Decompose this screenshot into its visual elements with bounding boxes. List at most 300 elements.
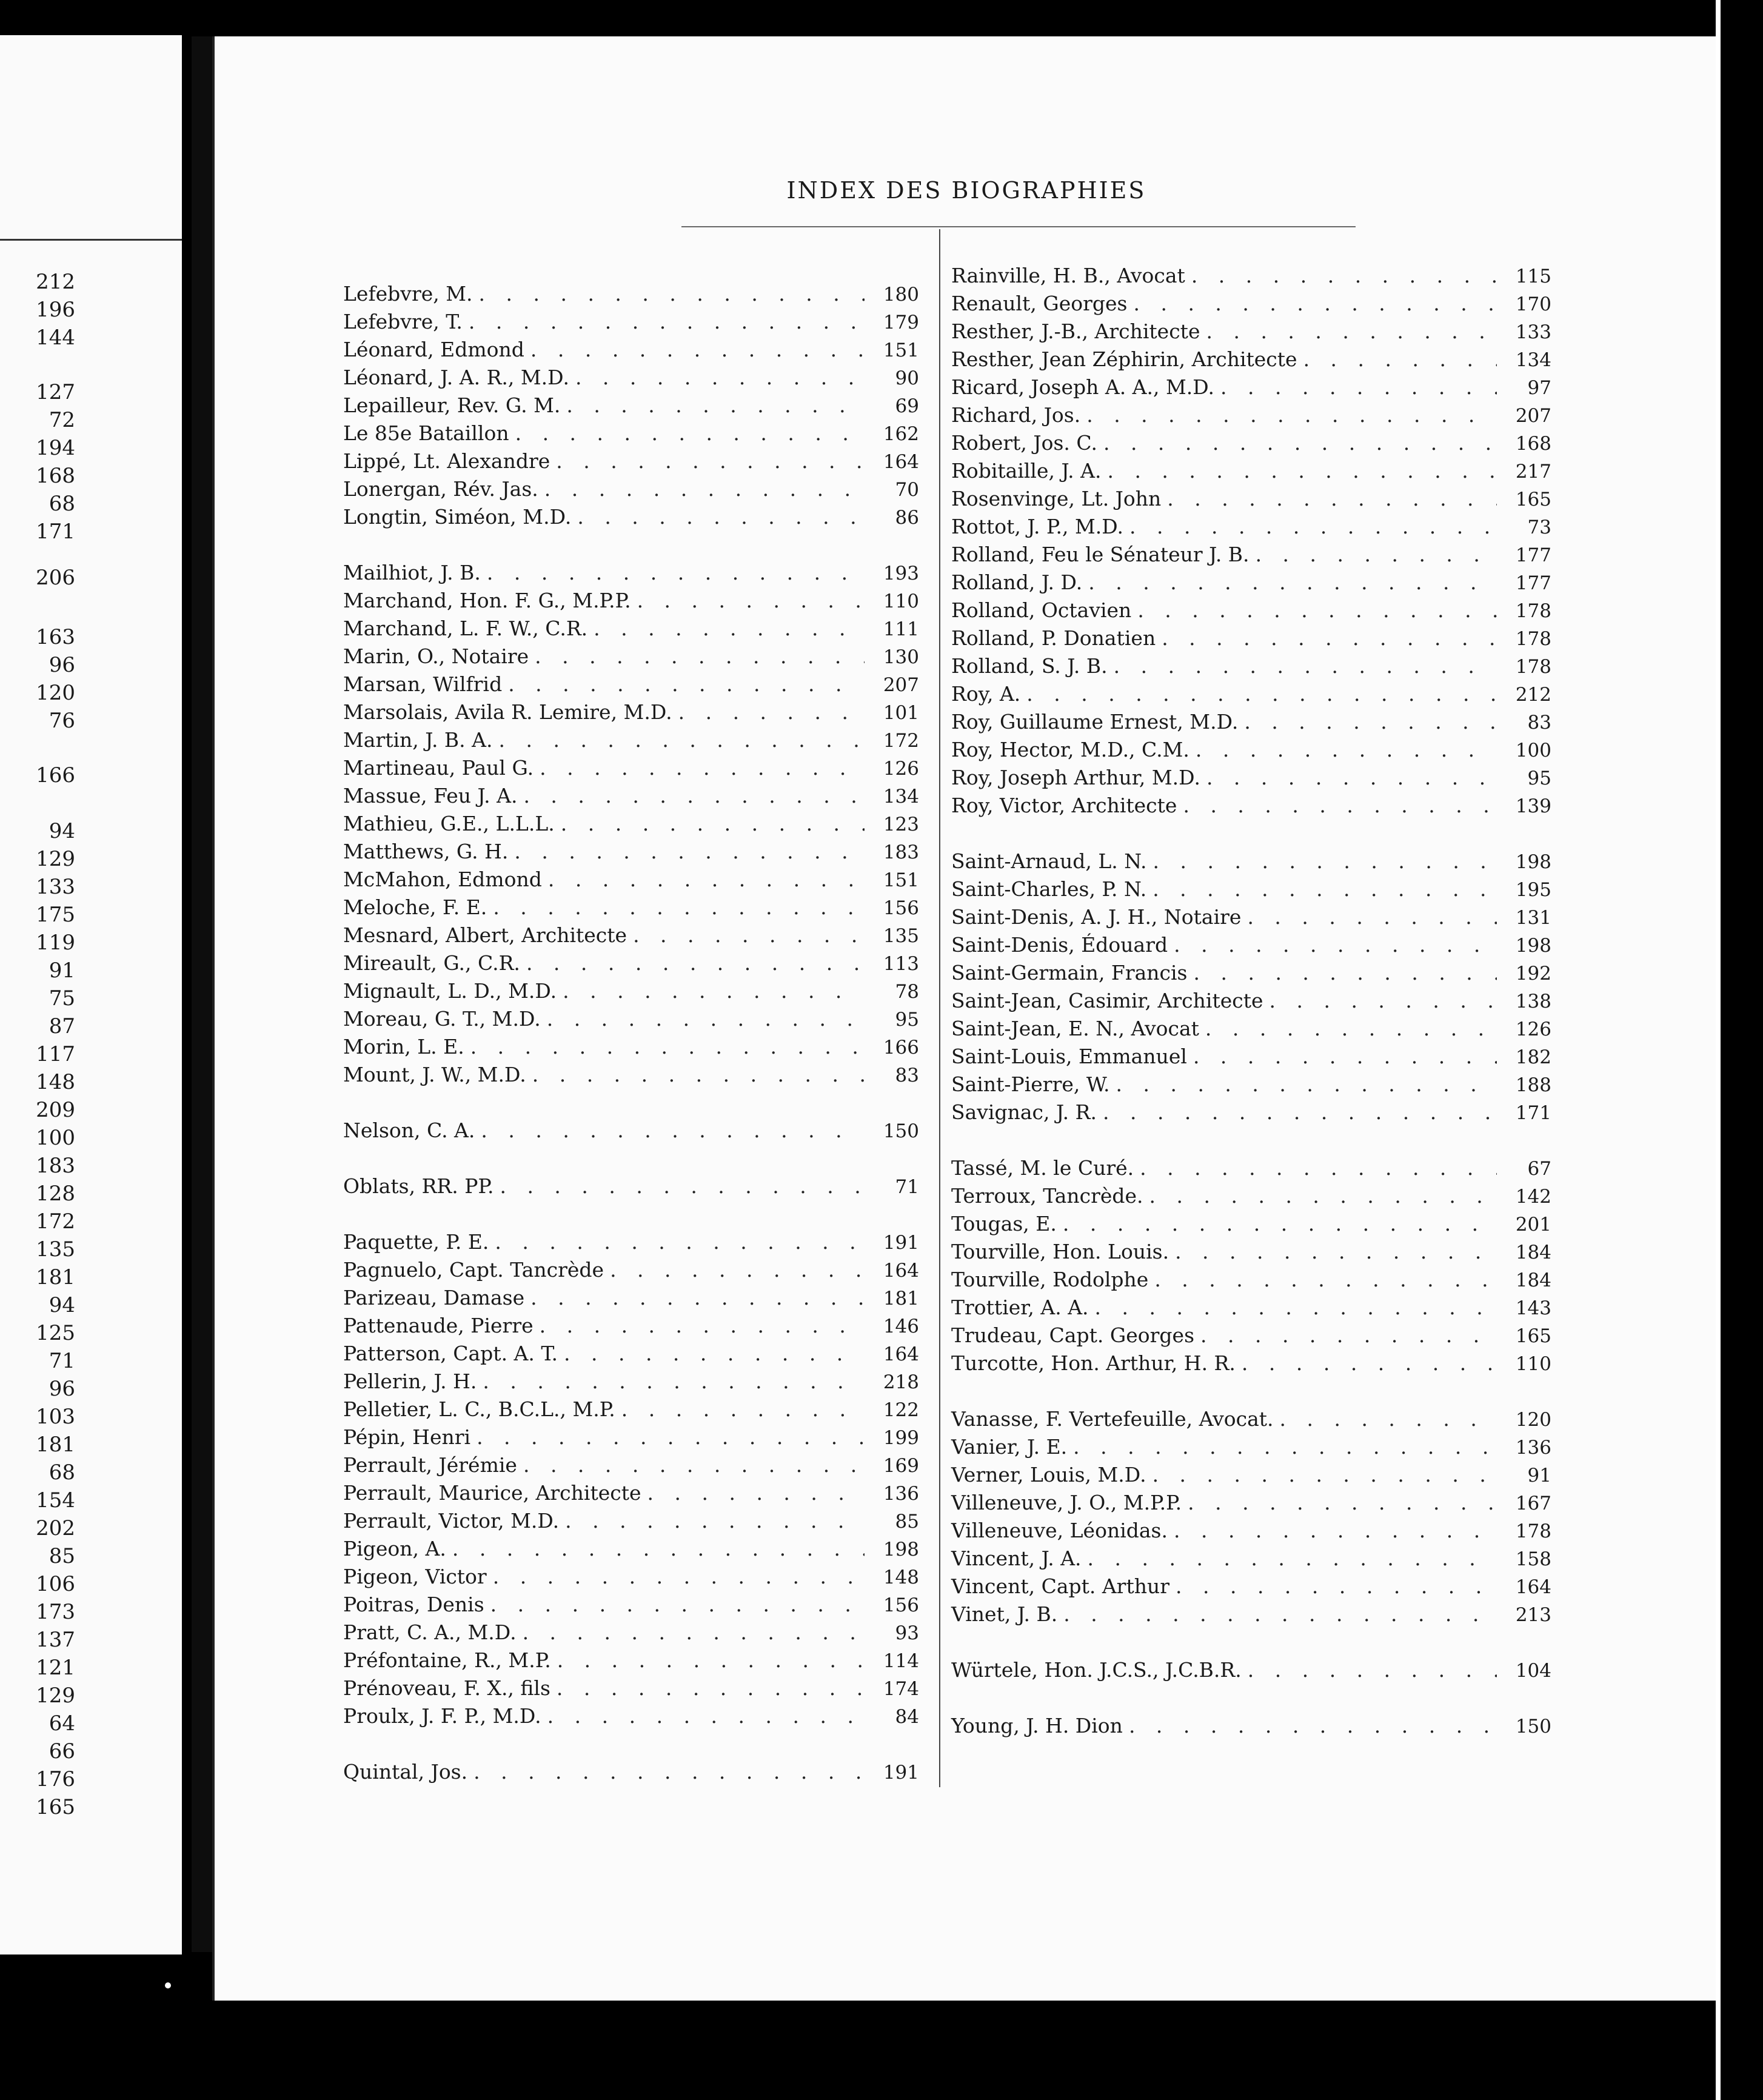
- entry-page-number: 192: [1515, 963, 1551, 985]
- facing-page-number: 71: [49, 1349, 75, 1373]
- facing-page-number: 137: [36, 1628, 75, 1652]
- entry-name: Pigeon, Victor: [343, 1565, 487, 1588]
- dot-leader: [477, 1423, 865, 1451]
- entry-page-number: 110: [1515, 1353, 1551, 1375]
- entry-page-number: 193: [883, 563, 919, 584]
- entry-page-number: 207: [883, 674, 919, 696]
- index-entry: [343, 782, 919, 810]
- index-entry: [343, 1647, 919, 1674]
- entry-name: Marsolais, Avila R. Lemire, M.D.: [343, 700, 672, 724]
- dot-leader: [547, 1702, 865, 1730]
- entry-name: Roy, Hector, M.D., C.M.: [951, 738, 1189, 761]
- dot-leader: [1152, 875, 1497, 903]
- index-entry: [343, 1033, 919, 1061]
- dot-leader: [469, 308, 865, 336]
- entry-page-number: 139: [1515, 795, 1551, 817]
- index-entry: [951, 290, 1551, 318]
- entry-page-number: 180: [883, 284, 919, 306]
- entry-page-number: 126: [1515, 1018, 1551, 1040]
- facing-page-number: 119: [36, 931, 75, 955]
- entry-page-number: 73: [1527, 517, 1551, 538]
- entry-name: Vanier, J. E.: [951, 1435, 1068, 1459]
- entry-name: Marsan, Wilfrid: [343, 672, 503, 696]
- dot-leader: [637, 587, 865, 615]
- entry-name: Rolland, P. Donatien: [951, 626, 1156, 650]
- dot-leader: [473, 1758, 865, 1786]
- entry-page-number: 84: [895, 1706, 919, 1728]
- entry-page-number: 174: [883, 1678, 919, 1700]
- entry-page-number: 170: [1515, 293, 1551, 315]
- entry-name: Saint-Pierre, W.: [951, 1072, 1110, 1096]
- entry-page-number: 181: [883, 1288, 919, 1309]
- entry-name: Mesnard, Albert, Architecte: [343, 923, 627, 947]
- index-entry: [951, 987, 1551, 1015]
- dot-leader: [1270, 987, 1497, 1015]
- index-entry: [343, 921, 919, 949]
- entry-name: Paquette, P. E.: [343, 1230, 489, 1254]
- index-entry: [951, 1489, 1551, 1517]
- index-entry: [343, 1284, 919, 1312]
- index-entry: [951, 1043, 1551, 1071]
- entry-page-number: 133: [1515, 321, 1551, 343]
- entry-name: Saint-Germain, Francis: [951, 961, 1188, 985]
- entry-name: Pigeon, A.: [343, 1537, 446, 1560]
- dot-leader: [1073, 1433, 1497, 1461]
- index-entry: [343, 475, 919, 503]
- index-entry: [951, 792, 1551, 820]
- entry-page-number: 71: [895, 1176, 919, 1198]
- entry-page-number: 162: [883, 423, 919, 445]
- entry-page-number: 148: [883, 1567, 919, 1588]
- entry-name: Lepailleur, Rev. G. M.: [343, 393, 561, 417]
- entry-name: McMahon, Edmond: [343, 868, 542, 891]
- entry-page-number: 201: [1515, 1214, 1551, 1236]
- entry-name: Rolland, Octavien: [951, 598, 1132, 622]
- dot-leader: [490, 1591, 865, 1619]
- dot-leader: [1206, 318, 1497, 346]
- entry-name: Pépin, Henri: [343, 1425, 471, 1449]
- entry-page-number: 179: [883, 312, 919, 333]
- index-entry: [951, 1266, 1551, 1294]
- facing-page-number: 163: [36, 625, 75, 649]
- facing-page-number: 181: [36, 1433, 75, 1457]
- facing-page-number: 64: [49, 1711, 75, 1736]
- entry-page-number: 217: [1515, 461, 1551, 483]
- entry-name: Vincent, Capt. Arthur: [951, 1574, 1170, 1598]
- entry-page-number: 95: [1527, 767, 1551, 789]
- entry-name: Marchand, Hon. F. G., M.P.P.: [343, 589, 631, 612]
- entry-page-number: 100: [1515, 740, 1551, 761]
- index-entry: [951, 875, 1551, 903]
- index-entry: [951, 652, 1551, 680]
- index-entry: [343, 1535, 919, 1563]
- entry-name: Rottot, J. P., M.D.: [951, 515, 1124, 538]
- dot-leader: [1088, 1545, 1497, 1573]
- entry-name: Verner, Louis, M.D.: [951, 1463, 1146, 1486]
- facing-page-number: 165: [36, 1795, 75, 1819]
- index-entry: [951, 318, 1551, 346]
- dot-leader: [1174, 1517, 1497, 1545]
- dot-leader: [1174, 931, 1497, 959]
- entry-name: Saint-Jean, E. N., Avocat: [951, 1017, 1199, 1040]
- index-entry: [951, 1322, 1551, 1349]
- index-entry: [951, 680, 1551, 708]
- entry-name: Le 85e Bataillon: [343, 421, 509, 445]
- dot-leader: [1116, 1071, 1497, 1098]
- index-entry: [343, 1005, 919, 1033]
- dot-leader: [1162, 624, 1497, 652]
- index-entry: [343, 1674, 919, 1702]
- dot-leader: [1205, 1015, 1497, 1043]
- dot-leader: [575, 364, 865, 392]
- facing-page-number: 196: [36, 298, 75, 322]
- entry-page-number: 199: [883, 1427, 919, 1449]
- index-entry: [343, 1117, 919, 1145]
- entry-page-number: 166: [883, 1037, 919, 1058]
- dot-leader: [621, 1396, 865, 1423]
- dot-leader: [535, 643, 865, 670]
- dot-leader: [523, 1451, 865, 1479]
- facing-page-number: 171: [36, 520, 75, 544]
- facing-page-number: 144: [36, 326, 75, 350]
- dot-leader: [564, 1340, 865, 1368]
- entry-page-number: 113: [883, 953, 919, 975]
- entry-name: Mailhiot, J. B.: [343, 561, 481, 584]
- entry-page-number: 167: [1515, 1493, 1551, 1514]
- facing-page-number: 87: [49, 1014, 75, 1038]
- entry-name: Pellerin, J. H.: [343, 1369, 477, 1393]
- entry-name: Saint-Denis, Édouard: [951, 933, 1168, 957]
- entry-page-number: 198: [883, 1539, 919, 1560]
- index-entry: [951, 1712, 1551, 1740]
- dot-leader: [1140, 1154, 1497, 1182]
- index-entry: [343, 559, 919, 587]
- book-binding-gutter: [192, 36, 212, 1952]
- index-entry: [343, 1228, 919, 1256]
- entry-page-number: 218: [883, 1371, 919, 1393]
- entry-page-number: 83: [1527, 712, 1551, 734]
- index-entry: [343, 1172, 919, 1200]
- entry-name: Pratt, C. A., M.D.: [343, 1620, 517, 1644]
- index-entry: [951, 541, 1551, 569]
- entry-page-number: 191: [883, 1762, 919, 1784]
- dot-leader: [470, 1033, 865, 1061]
- dot-leader: [610, 1256, 865, 1284]
- entry-name: Perrault, Victor, M.D.: [343, 1509, 560, 1533]
- entry-page-number: 191: [883, 1232, 919, 1254]
- facing-page-number: 202: [36, 1516, 75, 1540]
- facing-page-number: 175: [36, 903, 75, 927]
- entry-name: Marin, O., Notaire: [343, 644, 529, 668]
- entry-name: Mireault, G., C.R.: [343, 951, 520, 975]
- entry-page-number: 101: [883, 702, 919, 724]
- index-entry: [951, 1015, 1551, 1043]
- dot-leader: [1280, 1405, 1497, 1433]
- dot-leader: [1247, 903, 1497, 931]
- entry-page-number: 150: [1515, 1716, 1551, 1737]
- index-entry: [343, 308, 919, 336]
- entry-name: Turcotte, Hon. Arthur, H. R.: [951, 1351, 1236, 1375]
- entry-name: Morin, L. E.: [343, 1035, 464, 1058]
- entry-name: Matthews, G. H.: [343, 840, 509, 863]
- index-entry: [343, 587, 919, 615]
- entry-page-number: 178: [1515, 628, 1551, 650]
- entry-name: Rolland, S. J. B.: [951, 654, 1108, 678]
- dot-leader: [1193, 1043, 1497, 1071]
- entry-name: Tourville, Rodolphe: [951, 1268, 1149, 1291]
- dot-leader: [678, 698, 865, 726]
- facing-page-number: 121: [36, 1656, 75, 1680]
- dot-leader: [557, 1674, 865, 1702]
- dot-leader: [1220, 373, 1497, 401]
- entry-name: Poitras, Denis: [343, 1593, 484, 1616]
- dot-leader: [1303, 346, 1497, 373]
- index-entry: [343, 364, 919, 392]
- dot-leader: [547, 1005, 865, 1033]
- entry-page-number: 134: [1515, 349, 1551, 371]
- entry-page-number: 67: [1527, 1158, 1551, 1180]
- index-entry: [343, 280, 919, 308]
- entry-page-number: 83: [895, 1065, 919, 1086]
- index-entry: [343, 977, 919, 1005]
- facing-page-number: 181: [36, 1265, 75, 1289]
- facing-page-number: 168: [36, 464, 75, 488]
- dot-leader: [499, 726, 865, 754]
- dot-leader: [481, 1117, 865, 1145]
- facing-page-number: 120: [36, 681, 75, 705]
- entry-name: Mount, J. W., M.D.: [343, 1063, 526, 1086]
- entry-page-number: 188: [1515, 1074, 1551, 1096]
- dot-leader: [500, 1172, 865, 1200]
- dot-leader: [523, 1619, 865, 1647]
- dot-leader: [526, 949, 865, 977]
- entry-name: Pelletier, L. C., B.C.L., M.P.: [343, 1397, 615, 1421]
- dot-leader: [594, 615, 865, 643]
- dot-leader: [1129, 1712, 1497, 1740]
- dot-leader: [1188, 1489, 1497, 1517]
- dot-leader: [1154, 1266, 1497, 1294]
- facing-page-number: 72: [49, 408, 75, 432]
- facing-page-number: 166: [36, 763, 75, 787]
- entry-name: Lippé, Lt. Alexandre: [343, 449, 550, 473]
- index-entry: [343, 670, 919, 698]
- facing-page-number: 85: [49, 1544, 75, 1568]
- entry-name: Martin, J. B. A.: [343, 728, 493, 752]
- entry-name: Roy, Guillaume Ernest, M.D.: [951, 710, 1239, 734]
- index-entry: [951, 1517, 1551, 1545]
- entry-name: Longtin, Siméon, M.D.: [343, 505, 572, 529]
- dot-leader: [1103, 1098, 1497, 1126]
- index-entry: [343, 894, 919, 921]
- entry-name: Rolland, Feu le Sénateur J. B.: [951, 543, 1249, 566]
- index-entry: [343, 1423, 919, 1451]
- index-entry: [343, 1312, 919, 1340]
- dot-leader: [1256, 541, 1497, 569]
- index-entry: [343, 420, 919, 447]
- entry-page-number: 172: [883, 730, 919, 752]
- entry-page-number: 183: [883, 841, 919, 863]
- entry-name: Saint-Jean, Casimir, Architecte: [951, 989, 1263, 1012]
- facing-page-number: 194: [36, 436, 75, 460]
- index-entry: [951, 457, 1551, 485]
- entry-name: Vinet, J. B.: [951, 1602, 1058, 1626]
- header-rule: [681, 226, 1356, 227]
- index-entry: [343, 1591, 919, 1619]
- index-entry: [951, 1656, 1551, 1684]
- facing-page-number: 154: [36, 1488, 75, 1513]
- entry-name: Trottier, A. A.: [951, 1296, 1089, 1319]
- index-entry: [343, 1396, 919, 1423]
- dot-leader: [1191, 262, 1497, 290]
- index-entry: [951, 597, 1551, 624]
- dot-leader: [479, 280, 865, 308]
- entry-page-number: 122: [883, 1399, 919, 1421]
- facing-page-number: 212: [36, 270, 75, 294]
- entry-page-number: 134: [883, 786, 919, 808]
- facing-page-number: 173: [36, 1600, 75, 1624]
- dot-leader: [1063, 1600, 1497, 1628]
- index-entry: [951, 569, 1551, 597]
- entry-name: Patterson, Capt. A. T.: [343, 1342, 558, 1365]
- index-entry: [343, 392, 919, 420]
- entry-page-number: 143: [1515, 1297, 1551, 1319]
- dot-leader: [647, 1479, 865, 1507]
- facing-page-number: 96: [49, 653, 75, 677]
- index-entry: [951, 1405, 1551, 1433]
- index-entry: [951, 1600, 1551, 1628]
- dot-leader: [1095, 1294, 1497, 1322]
- facing-page-number: 91: [49, 958, 75, 983]
- entry-page-number: 158: [1515, 1548, 1551, 1570]
- entry-page-number: 104: [1515, 1660, 1551, 1682]
- entry-name: Villeneuve, Léonidas.: [951, 1519, 1168, 1542]
- dot-leader: [1152, 1461, 1497, 1489]
- index-entry: [951, 1349, 1551, 1377]
- index-entry: [951, 1210, 1551, 1238]
- entry-name: Resther, Jean Zéphirin, Architecte: [951, 347, 1297, 371]
- index-entry: [343, 1619, 919, 1647]
- entry-page-number: 171: [1515, 1102, 1551, 1124]
- dot-leader: [493, 1563, 865, 1591]
- facing-page-number: 209: [36, 1098, 75, 1122]
- index-entry: [951, 1182, 1551, 1210]
- entry-name: Préfontaine, R., M.P.: [343, 1648, 551, 1672]
- dot-leader: [1206, 764, 1497, 792]
- entry-name: Roy, Joseph Arthur, M.D.: [951, 766, 1200, 789]
- index-entry: [951, 1294, 1551, 1322]
- index-entry: [343, 1256, 919, 1284]
- dot-leader: [493, 894, 865, 921]
- index-entry: [343, 949, 919, 977]
- entry-name: Parizeau, Damase: [343, 1286, 525, 1309]
- index-entry: [951, 848, 1551, 875]
- dot-leader: [1194, 959, 1497, 987]
- dot-leader: [515, 420, 865, 447]
- entry-name: Massue, Feu J. A.: [343, 784, 518, 808]
- dot-leader: [563, 977, 865, 1005]
- entry-name: Martineau, Paul G.: [343, 756, 534, 780]
- index-entry: [343, 1061, 919, 1089]
- dot-leader: [1137, 597, 1497, 624]
- entry-page-number: 123: [883, 814, 919, 835]
- entry-page-number: 165: [1515, 489, 1551, 510]
- entry-page-number: 164: [883, 1260, 919, 1282]
- dot-leader: [1086, 401, 1497, 429]
- entry-name: Oblats, RR. PP.: [343, 1174, 494, 1198]
- entry-name: Lefebvre, M.: [343, 282, 473, 306]
- dot-leader: [1242, 1349, 1497, 1377]
- dot-leader: [565, 1507, 865, 1535]
- entry-page-number: 151: [883, 339, 919, 361]
- facing-page-number: 100: [36, 1126, 75, 1150]
- entry-name: Proulx, J. F. P., M.D.: [343, 1704, 541, 1728]
- dot-leader: [483, 1368, 865, 1396]
- index-entry: [951, 1545, 1551, 1573]
- index-entry: [343, 726, 919, 754]
- entry-name: Saint-Charles, P. N.: [951, 877, 1147, 901]
- entry-name: Savignac, J. R.: [951, 1100, 1097, 1124]
- entry-name: Vincent, J. A.: [951, 1547, 1082, 1570]
- facing-page-number: 129: [36, 847, 75, 871]
- entry-name: Rosenvinge, Lt. John: [951, 487, 1162, 510]
- entry-page-number: 151: [883, 869, 919, 891]
- entry-name: Saint-Denis, A. J. H., Notaire: [951, 905, 1242, 929]
- facing-page-number: 172: [36, 1209, 75, 1234]
- facing-page-number: 76: [49, 709, 75, 733]
- entry-page-number: 85: [895, 1511, 919, 1533]
- entry-name: Tassé, M. le Curé.: [951, 1156, 1134, 1180]
- index-entry: [951, 346, 1551, 373]
- entry-page-number: 93: [895, 1622, 919, 1644]
- entry-page-number: 198: [1515, 935, 1551, 957]
- index-entry: [951, 513, 1551, 541]
- entry-page-number: 130: [883, 646, 919, 668]
- entry-page-number: 91: [1527, 1465, 1551, 1486]
- dot-leader: [1183, 792, 1497, 820]
- index-page: [212, 36, 1718, 2001]
- facing-page-number: 66: [49, 1739, 75, 1764]
- index-entry: [951, 1573, 1551, 1600]
- entry-page-number: 136: [1515, 1437, 1551, 1459]
- entry-name: Perrault, Jérémie: [343, 1453, 517, 1477]
- entry-page-number: 212: [1515, 684, 1551, 706]
- dot-leader: [1153, 848, 1497, 875]
- entry-page-number: 115: [1515, 266, 1551, 287]
- entry-name: Robert, Jos. C.: [951, 431, 1097, 455]
- entry-page-number: 156: [883, 897, 919, 919]
- entry-page-number: 86: [895, 507, 919, 529]
- entry-page-number: 168: [1515, 433, 1551, 455]
- entry-page-number: 182: [1515, 1046, 1551, 1068]
- page-edge: [1716, 0, 1721, 2100]
- facing-page-number: 68: [49, 1460, 75, 1485]
- index-entry: [343, 866, 919, 894]
- entry-name: Trudeau, Capt. Georges: [951, 1323, 1195, 1347]
- index-entry: [951, 1098, 1551, 1126]
- index-entry: [343, 1563, 919, 1591]
- entry-page-number: 164: [883, 451, 919, 473]
- dot-leader: [530, 1284, 865, 1312]
- index-entry: [951, 1461, 1551, 1489]
- facing-page-number: 127: [36, 380, 75, 404]
- entry-name: Pagnuelo, Capt. Tancrède: [343, 1258, 604, 1282]
- facing-page-number: 106: [36, 1572, 75, 1596]
- entry-name: Prénoveau, F. X., fils: [343, 1676, 550, 1700]
- index-entry: [343, 1451, 919, 1479]
- dot-leader: [1149, 1182, 1497, 1210]
- index-entry: [951, 931, 1551, 959]
- entry-page-number: 178: [1515, 1520, 1551, 1542]
